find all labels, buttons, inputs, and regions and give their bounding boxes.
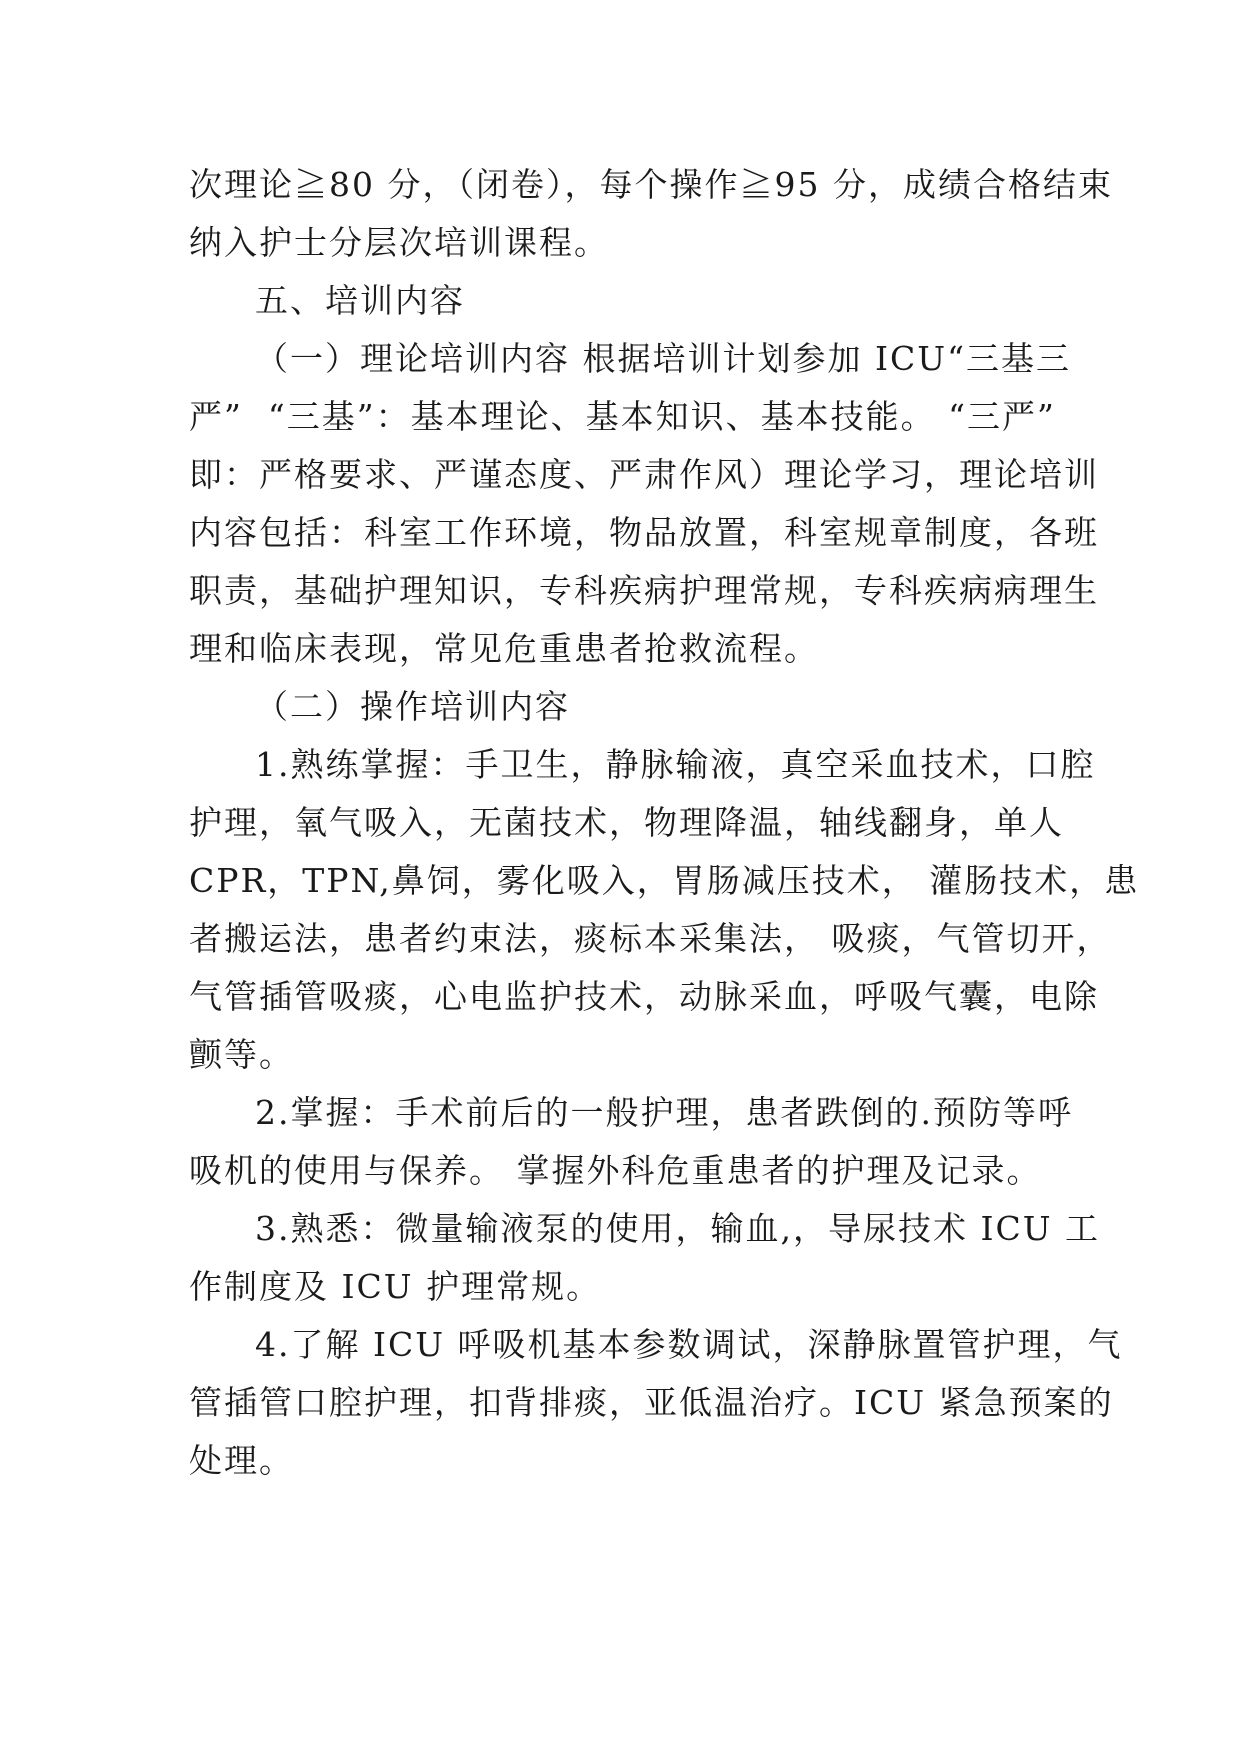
text-line: CPR，TPN,鼻饲，雾化吸入，胃肠减压技术， 灌肠技术，患 [189,861,1140,900]
list-item-2: 2.掌握：手术前后的一般护理，患者跌倒的.预防等呼 [255,1093,1073,1132]
text-line: 吸机的使用与保养。 掌握外科危重患者的护理及记录。 [189,1151,1042,1190]
list-item-3: 3.熟悉：微量输液泵的使用，输血,，导尿技术 ICU 工 [255,1209,1101,1248]
text-line: 纳入护士分层次培训课程。 [189,223,609,262]
text-line: 作制度及 ICU 护理常规。 [189,1267,602,1306]
subsection-heading-operation: （二）操作培训内容 [255,687,570,726]
text-line: 理和临床表现，常见危重患者抢救流程。 [189,629,819,668]
text-line: 颤等。 [189,1035,294,1074]
text-line: 处理。 [189,1441,294,1480]
text-line: 者搬运法，患者约束法，痰标本采集法， 吸痰，气管切开， [189,919,1112,958]
text-line: 严” “三基”：基本理论、基本知识、基本技能。 “三严” [189,397,1056,436]
document-body [189,156,1140,1490]
text-line: 职责，基础护理知识，专科疾病护理常规，专科疾病病理生 [189,571,1099,610]
text-line: 即：严格要求、严谨态度、严肃作风）理论学习，理论培训 [189,455,1099,494]
text-line: 内容包括：科室工作环境，物品放置，科室规章制度，各班 [189,513,1099,552]
text-line: 气管插管吸痰，心电监护技术，动脉采血，呼吸气囊，电除 [189,977,1099,1016]
subsection-heading-theory: （一）理论培训内容 根据培训计划参加 ICU“三基三 [255,339,1071,378]
text-line: 护理，氧气吸入，无菌技术，物理降温，轴线翻身，单人 [189,803,1064,842]
list-item-4: 4.了解 ICU 呼吸机基本参数调试，深静脉置管护理，气 [255,1325,1123,1364]
text-line: 次理论≧80 分，（闭卷），每个操作≧95 分，成绩合格结束 [189,165,1113,204]
section-heading: 五、培训内容 [255,281,465,320]
list-item-1: 1.熟练掌握：手卫生，静脉输液，真空采血技术，口腔 [255,745,1096,784]
text-line: 管插管口腔护理，扣背排痰，亚低温治疗。ICU 紧急预案的 [189,1383,1114,1422]
